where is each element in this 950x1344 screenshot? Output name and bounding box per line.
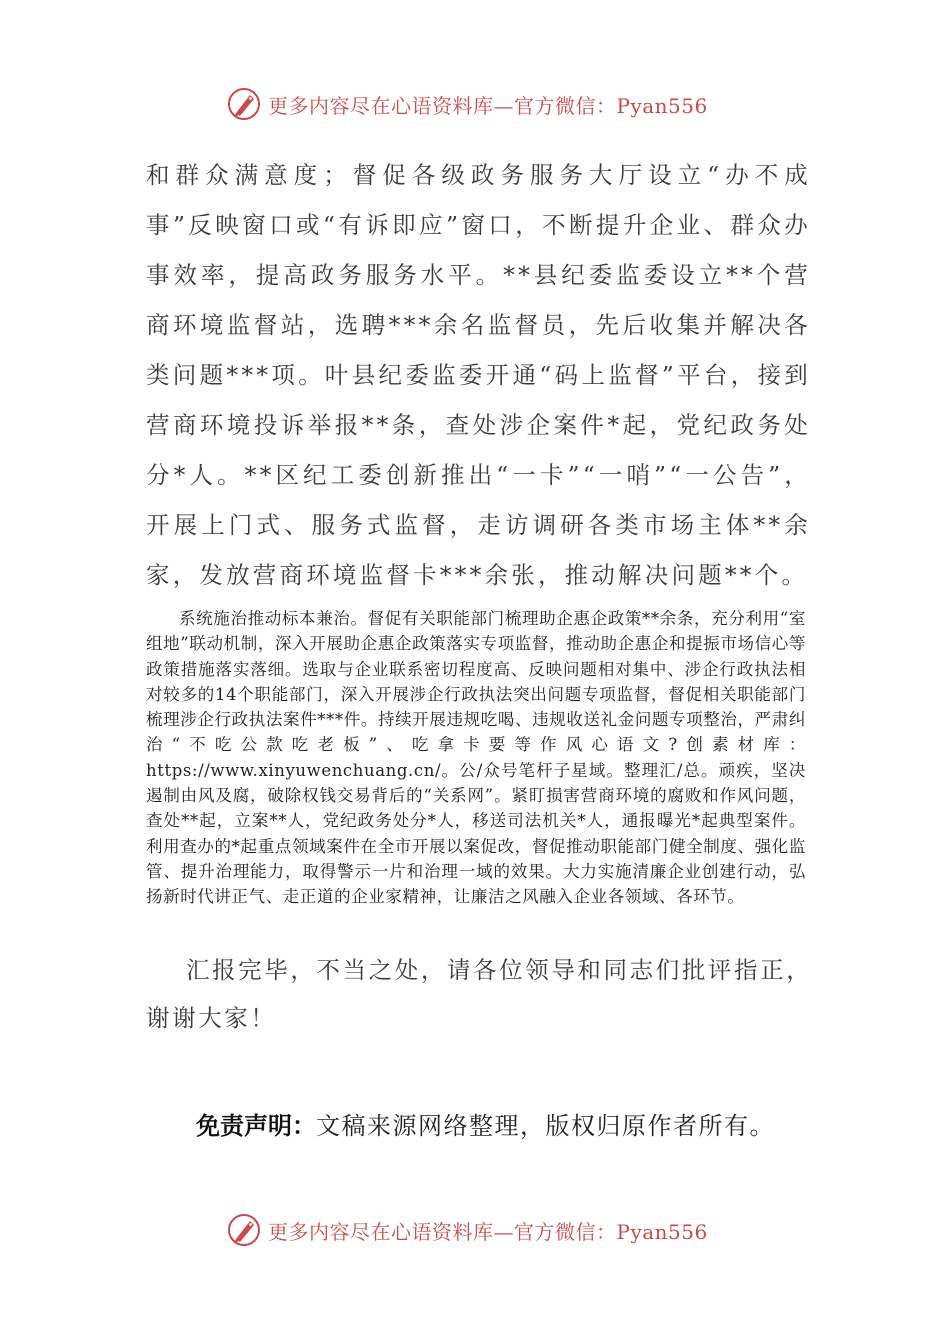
header-banner-text: 更多内容尽在心语资料库—官方微信：Pyan556 xyxy=(268,93,708,118)
disclaimer-label: 免责声明： xyxy=(196,1112,316,1140)
footer-banner xyxy=(226,1210,708,1250)
pen-nib-icon xyxy=(226,86,262,122)
disclaimer-text: 文稿来源网络整理，版权归原作者所有。 xyxy=(316,1112,775,1140)
header-banner xyxy=(226,84,708,124)
pen-nib-icon xyxy=(226,1212,262,1248)
closing-paragraph: 汇报完毕，不当之处，请各位领导和同志们批评指正，谢谢大家！ xyxy=(146,956,813,1032)
body-paragraph-1: 和群众满意度；督促各级政务服务大厅设立“办不成事”反映窗口或“有诉即应”窗口，不断提升企业、群众办事效率，提高政务服务水平。**县纪委监委设立**个营商环境监督站，选聘***余名监督员，先后收集并解决各类问题***项。叶县纪委监委开通“码上监督”平台，接到营商环境投诉举报**条，查处涉企案件*起，党纪政务处分*人。**区纪工委创新推出“一卡”“一哨”“一公告”，开展上门式、服务式监督，走访调研各类市场主体**余家，发放营商环境监督卡***余张，推动解决问题**个。 xyxy=(146,161,811,589)
body-paragraph-2: 系统施治推动标本兼治。督促有关职能部门梳理助企惠企政策**余条，充分利用“室组地”联动机制，深入开展助企惠企政策落实专项监督，推动助企惠企和提振市场信心等政策措施落实落细。选取与企业联系密切程度高、反映问题相对集中、涉企行政执法相对较多的14个职能部门，深入开展涉企行政执法突出问题专项监督，督促相关职能部门梳理涉企行政执法案件***件。持续开展违规吃喝、违规收送礼金问题专项整治，严肃纠治“不吃公款吃老板”、吃拿卡要等作风心语文?创素材库：https://www.xinyuwenchuang.cn/。公/众号笔杆子星域。整理汇/总。顽疾，坚决遏制由风及腐，破除权钱交易背后的“关系网”。紧盯损害营商环境的腐败和作风问题，查处**起，立案**人，党纪政务处分*人，移送司法机关*人，通报曝光*起典型案件。利用查办的*起重点领域案件在全市开展以案促改，督促推动职能部门健全制度、强化监管、提升治理能力，取得警示一片和治理一域的效果。大力实施清廉企业创建行动，弘扬新时代讲正气、走正道的企业家精神，让廉洁之风融入企业各领域、各环节。 xyxy=(146,609,806,907)
disclaimer xyxy=(196,1106,775,1146)
footer-banner-text: 更多内容尽在心语资料库—官方微信：Pyan556 xyxy=(268,1219,708,1244)
